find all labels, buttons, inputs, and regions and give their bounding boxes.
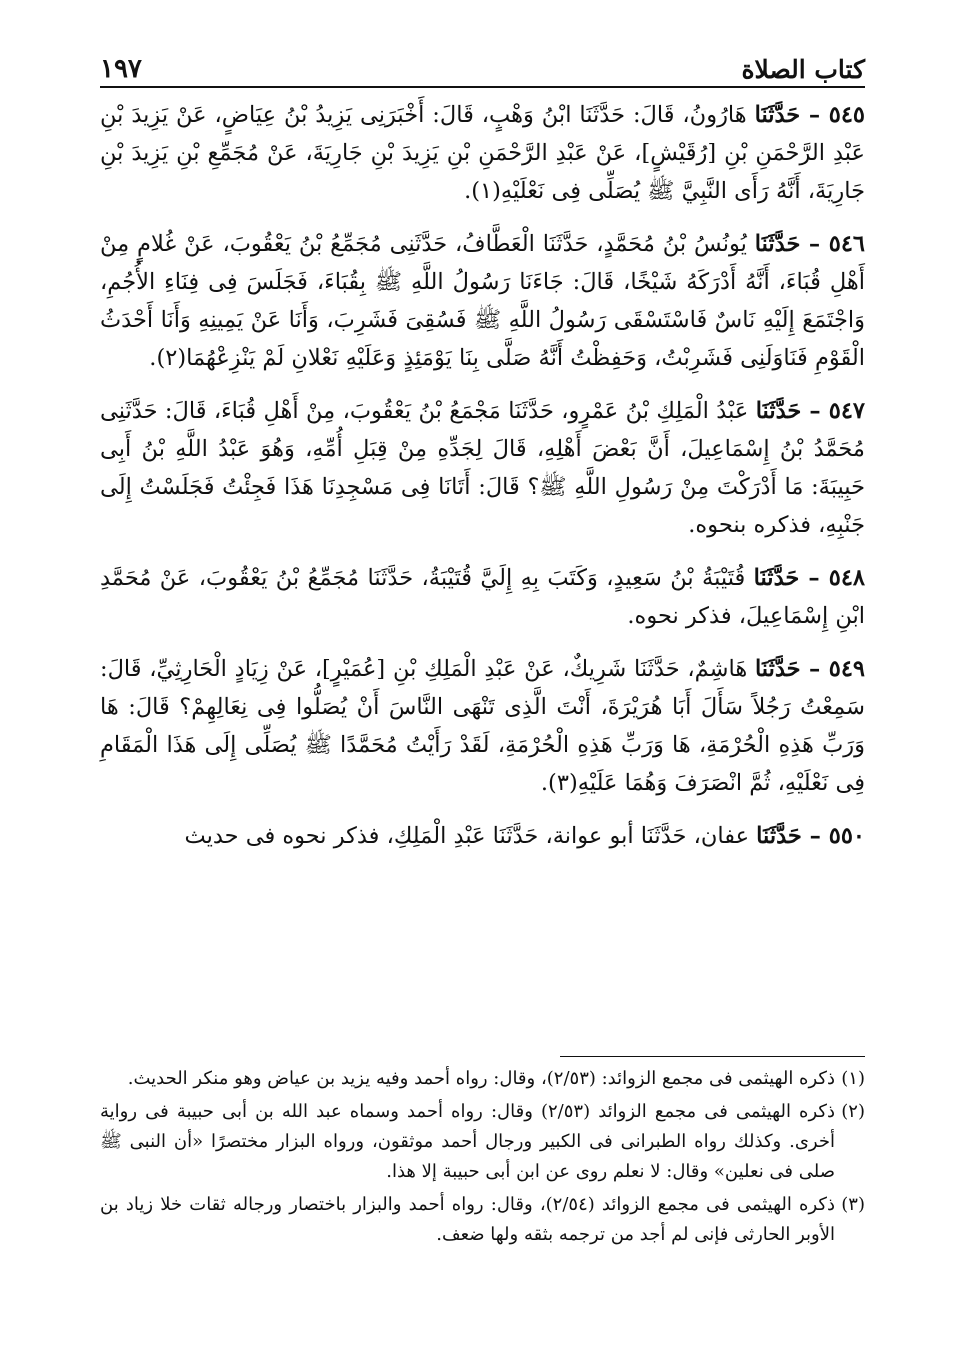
hadith-number: ٥٤٨ (828, 565, 865, 591)
footnote-2 (100, 1097, 865, 1187)
hadith-lead: حَدَّثَنَا (754, 102, 801, 128)
hadith-text: هَارُونُ، قَالَ: حَدَّثَنَا ابْنُ وَهْبٍ، قَالَ: أَخْبَرَنِى يَزِيدُ بْنُ عِيَاضٍ، عَنْ يَزِيدَ بْنِ عَبْدِ الرَّحْمَنِ بْنِ [رُقَيْشٍ]، عَنْ عَبْدِ الرَّحْمَنِ بْنِ يَزِيدَ بْنِ جَارِيَةَ، عَنْ مُجَمِّعِ بْنِ يَزِيدَ بْنِ جَارِيَةَ، أَنَّهُ رَأَى النَّبِيَّ ﷺ يُصَلِّى فِى نَعْلَيْهِ(١). (100, 102, 865, 204)
hadith-text: هَاشِمٌ، حَدَّثَنَا شَرِيكٌ، عَنْ عَبْدِ الْمَلِكِ بْنِ [عُمَيْرٍ]، عَنْ زِيَادٍ الْحَارِثِيِّ، قَالَ: سَمِعْتُ رَجُلاً سَأَلَ أَبَا هُرَيْرَةَ، أَنْتَ الَّذِى تَنْهَى النَّاسَ أَنْ يُصَلُّوا فِى نِعَالِهِمْ؟ قَالَ: هَا وَرَبِّ هَذِهِ الْحُرْمَةِ، هَا وَرَبِّ هَذِهِ الْحُرْمَةِ، لَقَدْ رَأَيْتُ مُحَمَّدًا ﷺ يُصَلِّى إِلَى هَذَا الْمَقَامِ فِى نَعْلَيْهِ، ثُمَّ انْصَرَفَ وَهُمَا عَلَيْهِ(٣). (100, 656, 865, 796)
hadith-lead: حَدَّثَنَا (755, 398, 802, 424)
footnote-text: ذكره الهيثمى فى مجمع الزوائد: (٢/٥٣)، وقال: رواه أحمد وفيه يزيد بن عياض وهو منكر الحديث. (127, 1068, 835, 1089)
hadith-number: ٥٤٧ (828, 398, 865, 424)
page-header (100, 40, 865, 84)
hadith-548: ٥٤٨ – حَدَّثَنَا قُتَيْبَةُ بْنُ سَعِيدٍ، وَكَتَبَ بِهِ إِلَيَّ قُتَيْبَةُ، حَدَّثَنَا مُجَمِّعُ بْنُ يَعْقُوبَ، عَنْ مُحَمَّدِ ابْنِ إِسْمَاعِيلَ، فذكر نحوه. (100, 565, 865, 629)
hadith-lead: حَدَّثَنَا (753, 565, 800, 591)
hadith-text: عَبْدُ الْمَلِكِ بْنُ عَمْرٍو، حَدَّثَنَا مَجْمَعُ بْنُ يَعْقُوبَ، مِنْ أَهْلِ قُبَاءَ، قَالَ: حَدَّثَنِى مُحَمَّدُ بْنُ إِسْمَاعِيلَ، أَنَّ بَعْضَ أَهْلِهِ، قَالَ لِجَدِّهِ مِنْ قِبَلِ أُمِّهِ، وَهُوَ عَبْدُ اللَّهِ بْنُ أَبِى حَبِيبَةَ: مَا أَدْرَكْتَ مِنْ رَسُولِ اللَّهِ ﷺ؟ قَالَ: أَتَانَا فِى مَسْجِدِنَا هَذَا فَجِئْتُ فَجَلَسْتُ إِلَى جَنْبِهِ، فذكره بنحوه. (100, 398, 865, 538)
hadith-547: ٥٤٧ – حَدَّثَنَا عَبْدُ الْمَلِكِ بْنُ عَمْرٍو، حَدَّثَنَا مَجْمَعُ بْنُ يَعْقُوبَ، مِنْ أَهْلِ قُبَاءَ، قَالَ: حَدَّثَنِى مُحَمَّدُ بْنُ إِسْمَاعِيلَ، أَنَّ بَعْضَ أَهْلِهِ، قَالَ لِجَدِّهِ مِنْ قِبَلِ أُمِّهِ، وَهُوَ عَبْدُ اللَّهِ بْنُ أَبِى حَبِيبَةَ: مَا أَدْرَكْتَ مِنْ رَسُولِ اللَّهِ ﷺ؟ قَالَ: أَتَانَا فِى مَسْجِدِنَا هَذَا فَجِئْتُ فَجَلَسْتُ إِلَى جَنْبِهِ، فذكره بنحوه. (100, 398, 865, 538)
header-rule (100, 86, 865, 88)
hadith-lead: حَدَّثَنَا (754, 231, 801, 257)
hadith-number: ٥٥٠ (828, 823, 865, 849)
footnote-text: ذكره الهيثمى فى مجمع الزوائد (٢/٥٤)، وقال: رواه أحمد والبزار باختصار ورجاله ثقات خلا زياد بن الأوبر الحارثى فإنى لم أجد من ترجمه بثقه ولها ضعف. (100, 1194, 835, 1245)
hadith-545: ٥٤٥ – حَدَّثَنَا هَارُونُ، قَالَ: حَدَّثَنَا ابْنُ وَهْبٍ، قَالَ: أَخْبَرَنِى يَزِيدُ بْنُ عِيَاضٍ، عَنْ يَزِيدَ بْنِ عَبْدِ الرَّحْمَنِ بْنِ [رُقَيْشٍ]، عَنْ عَبْدِ الرَّحْمَنِ بْنِ يَزِيدَ بْنِ جَارِيَةَ، عَنْ مُجَمِّعِ بْنِ يَزِيدَ بْنِ جَارِيَةَ، أَنَّهُ رَأَى النَّبِيَّ ﷺ يُصَلِّى فِى نَعْلَيْهِ(١). (100, 102, 865, 204)
footnotes (100, 1064, 865, 1253)
main-text (100, 96, 865, 870)
footnote-3 (100, 1190, 865, 1250)
hadith-549: ٥٤٩ – حَدَّثَنَا هَاشِمٌ، حَدَّثَنَا شَرِيكٌ، عَنْ عَبْدِ الْمَلِكِ بْنِ [عُمَيْرٍ]، عَنْ زِيَادٍ الْحَارِثِيِّ، قَالَ: سَمِعْتُ رَجُلاً سَأَلَ أَبَا هُرَيْرَةَ، أَنْتَ الَّذِى تَنْهَى النَّاسَ أَنْ يُصَلُّوا فِى نِعَالِهِمْ؟ قَالَ: هَا وَرَبِّ هَذِهِ الْحُرْمَةِ، هَا وَرَبِّ هَذِهِ الْحُرْمَةِ، لَقَدْ رَأَيْتُ مُحَمَّدًا ﷺ يُصَلِّى إِلَى هَذَا الْمَقَامِ فِى نَعْلَيْهِ، ثُمَّ انْصَرَفَ وَهُمَا عَلَيْهِ(٣). (100, 656, 865, 796)
footnote-number: (١) (841, 1068, 865, 1089)
hadith-550: ٥٥٠ – حَدَّثَنَا عفان، حَدَّثَنَا أبو عوانة، حَدَّثَنَا عَبْدِ الْمَلِكِ، فذكر نحوه فى حديث (184, 823, 865, 849)
hadith-lead: حَدَّثَنَا (756, 823, 802, 849)
hadith-text: عفان، حَدَّثَنَا أبو عوانة، حَدَّثَنَا عَبْدِ الْمَلِكِ، فذكر نحوه فى حديث (184, 823, 757, 849)
footnote-number: (٣) (841, 1194, 865, 1215)
chapter-title: كتاب الصلاة (741, 55, 865, 84)
hadith-text: يُونُسُ بْنُ مُحَمَّدٍ، حَدَّثَنَا الْعَطَّافُ، حَدَّثَنِى مُجَمِّعُ بْنُ يَعْقُوبَ، عَنْ غُلامٍ مِنْ أَهْلِ قُبَاءَ، أَنَّهُ أَدْرَكَهُ شَيْخًا، قَالَ: جَاءَنَا رَسُولُ اللَّهِ ﷺ بِقُبَاءَ، فَجَلَسَ فِى فِنَاءِ الأُجُمِ، وَاجْتَمَعَ إِلَيْهِ نَاسٌ فَاسْتَسْقَى رَسُولُ اللَّهِ ﷺ فَسُقِىَ فَشَرِبَ، وَأَنَا عَنْ يَمِينِهِ وَأَنَا أَحْدَثُ الْقَوْمِ فَنَاوَلَنِى فَشَرِبْتُ، وَحَفِظْتُ أَنَّهُ صَلَّى بِنَا يَوْمَئِذٍ وَعَلَيْهِ نَعْلانِ لَمْ يَنْزِعْهُمَا(٢). (100, 231, 865, 371)
hadith-number: ٥٤٩ (828, 656, 865, 682)
hadith-546: ٥٤٦ – حَدَّثَنَا يُونُسُ بْنُ مُحَمَّدٍ، حَدَّثَنَا الْعَطَّافُ، حَدَّثَنِى مُجَمِّعُ بْنُ يَعْقُوبَ، عَنْ غُلامٍ مِنْ أَهْلِ قُبَاءَ، أَنَّهُ أَدْرَكَهُ شَيْخًا، قَالَ: جَاءَنَا رَسُولُ اللَّهِ ﷺ بِقُبَاءَ، فَجَلَسَ فِى فِنَاءِ الأُجُمِ، وَاجْتَمَعَ إِلَيْهِ نَاسٌ فَاسْتَسْقَى رَسُولُ اللَّهِ ﷺ فَسُقِىَ فَشَرِبَ، وَأَنَا عَنْ يَمِينِهِ وَأَنَا أَحْدَثُ الْقَوْمِ فَنَاوَلَنِى فَشَرِبْتُ، وَحَفِظْتُ أَنَّهُ صَلَّى بِنَا يَوْمَئِذٍ وَعَلَيْهِ نَعْلانِ لَمْ يَنْزِعْهُمَا(٢). (100, 231, 865, 371)
hadith-lead: حَدَّثَنَا (754, 656, 801, 682)
hadith-text: قُتَيْبَةُ بْنُ سَعِيدٍ، وَكَتَبَ بِهِ إِلَيَّ قُتَيْبَةُ، حَدَّثَنَا مُجَمِّعُ بْنُ يَعْقُوبَ، عَنْ مُحَمَّدِ ابْنِ إِسْمَاعِيلَ، فذكر نحوه. (100, 565, 865, 629)
footnote-rule (560, 1056, 865, 1057)
footnote-text: ذكره الهيثمى فى مجمع الزوائد (٢/٥٣) وقال: رواه أحمد وسماه عبد الله بن أبى حبيبة فى رواية أخرى. وكذلك رواه الطبرانى فى الكبير ورجال أحمد موثقون، ورواه البزار مختصرًا «أن النبى ﷺ صلى فى نعلين» وقال: لا نعلم روى عن ابن أبى حبيبة إلا هذا. (100, 1101, 835, 1182)
page-number: ١٩٧ (100, 54, 142, 84)
hadith-number: ٥٤٦ (828, 231, 865, 257)
footnote-number: (٢) (841, 1101, 865, 1122)
hadith-number: ٥٤٥ (828, 102, 865, 128)
footnote-1 (100, 1064, 865, 1094)
